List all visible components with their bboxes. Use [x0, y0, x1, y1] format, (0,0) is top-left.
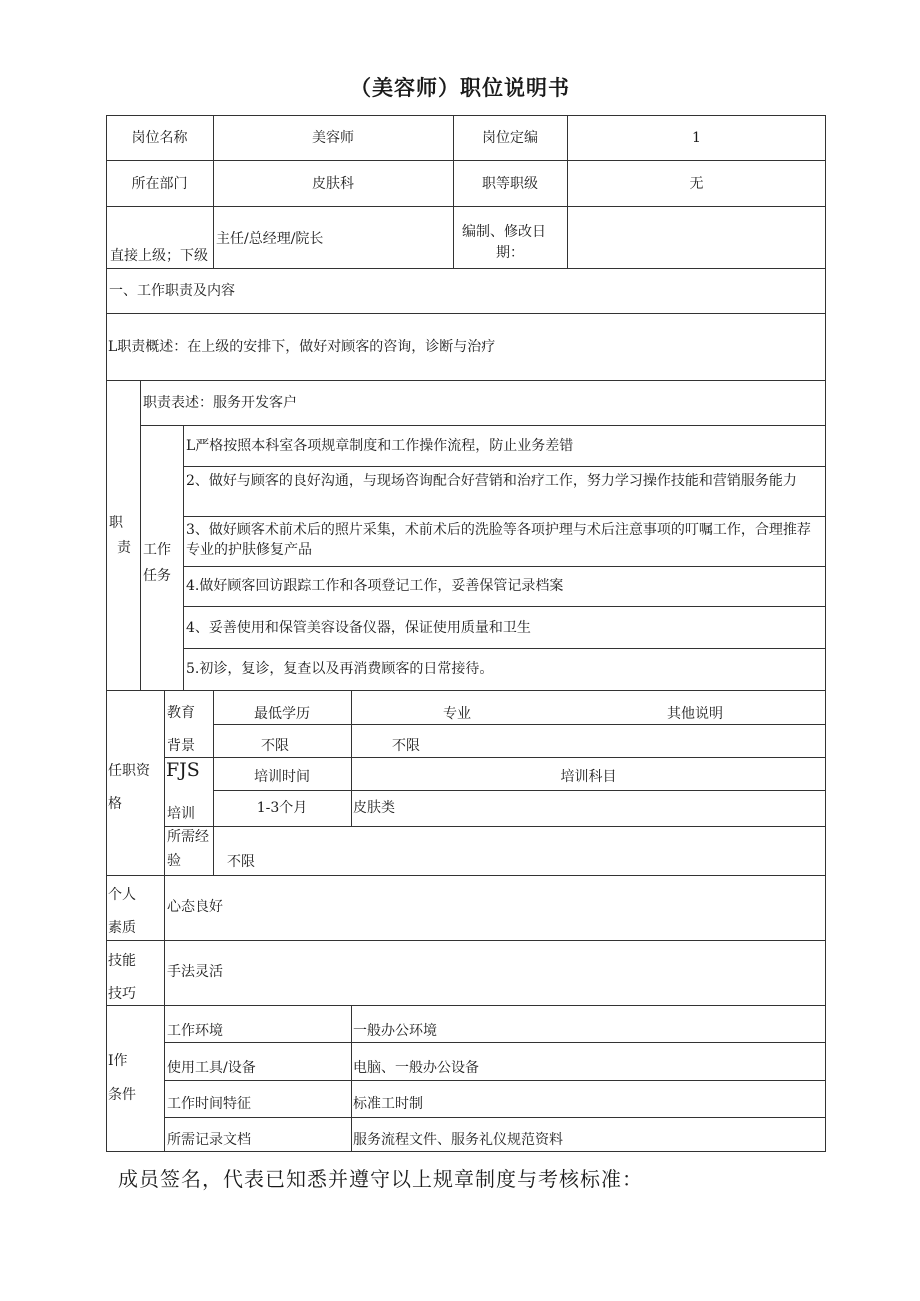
superior-value: 主任/总经理/院长: [216, 231, 324, 247]
training-subject-value: 皮肤类: [353, 800, 395, 816]
experience-label-cont: 验: [167, 853, 181, 869]
edit-date-label: 编制、修改日: [462, 224, 546, 240]
task-label-cont: 任务: [143, 568, 171, 584]
qualification-label-cont: 格: [108, 796, 122, 812]
min-education-value: 不限: [261, 738, 289, 754]
condition-value: 标准工时制: [353, 1096, 423, 1112]
personal-quality-label: 个人: [108, 887, 136, 903]
personal-quality-label-cont: 素质: [108, 920, 136, 936]
experience-value: 不限: [227, 854, 255, 870]
task-item: 5.初诊，复诊，复查以及再消费顾客的日常接待。: [186, 661, 494, 677]
superior-label: 直接上级；下级: [110, 248, 208, 264]
task-item: 4.做好顾客回访跟踪工作和各项登记工作，妥善保管记录档案: [186, 578, 564, 594]
skills-label: 技能: [108, 953, 136, 969]
duty-overview: L职责概述：在上级的安排下，做好对顾客的咨询，诊断与治疗: [108, 339, 496, 355]
task-item: 4、妥善使用和保管美容设备仪器，保证使用质量和卫生: [186, 620, 531, 636]
col-major: 专业: [443, 706, 471, 722]
headcount-value: 1: [692, 130, 701, 146]
position-name-label: 岗位名称: [131, 130, 188, 146]
col-min-education: 最低学历: [254, 706, 310, 722]
duty-label: 职: [109, 515, 123, 531]
task-item: 3、做好顾客术前术后的照片采集，术前术后的洗脸等各项护理与术后注意事项的叮嘱工作，合理推荐专业的护肤修复产品: [186, 522, 811, 558]
education-label-cont: 背景: [167, 738, 195, 754]
condition-label: 使用工具/设备: [167, 1060, 256, 1076]
document-title: （美容师）职位说明书: [350, 76, 570, 100]
training-label: FJS: [166, 759, 200, 781]
condition-value: 电脑、一般办公设备: [353, 1060, 479, 1076]
personal-quality-value: 心态良好: [167, 899, 223, 915]
work-conditions-label: I作: [108, 1053, 128, 1069]
condition-value: 一般办公环境: [353, 1023, 437, 1039]
duty-label-cont: 责: [117, 540, 131, 556]
condition-label: 工作环境: [167, 1023, 223, 1039]
col-other-notes: 其他说明: [667, 706, 723, 722]
section-heading: 一、工作职责及内容: [109, 283, 235, 299]
qualification-label: 任职资: [108, 763, 150, 779]
position-name-value: 美容师: [312, 130, 354, 146]
department-label: 所在部门: [131, 176, 188, 192]
duty-statement: 职责表述：服务开发客户: [143, 395, 297, 411]
col-training-time: 培训时间: [254, 769, 310, 785]
work-conditions-label-cont: 条件: [108, 1087, 136, 1103]
task-label: 工作: [143, 542, 171, 558]
education-label: 教育: [167, 705, 195, 721]
signature-statement: 成员签名，代表已知悉并遵守以上规章制度与考核标准：: [118, 1167, 643, 1191]
headcount-label: 岗位定编: [482, 130, 538, 146]
edit-date-label-cont: 期：: [496, 245, 524, 261]
skills-label-cont: 技巧: [108, 986, 136, 1002]
training-time-value: 1-3个月: [256, 800, 308, 816]
col-training-subject: 培训科目: [560, 769, 617, 785]
department-value: 皮肤科: [312, 176, 354, 192]
skills-value: 手法灵活: [167, 964, 223, 980]
grade-value: 无: [689, 176, 704, 192]
task-item: L严格按照本科室各项规章制度和工作操作流程，防止业务差错: [186, 438, 574, 454]
training-label-cont: 培训: [167, 806, 195, 822]
condition-value: 服务流程文件、服务礼仪规范资料: [353, 1132, 563, 1148]
grade-label: 职等职级: [482, 176, 538, 192]
condition-label: 工作时间特征: [167, 1096, 251, 1112]
condition-label: 所需记录文档: [167, 1132, 251, 1148]
task-item: 2、做好与顾客的良好沟通，与现场咨询配合好营销和治疗工作，努力学习操作技能和营销服务能力: [186, 473, 797, 489]
major-value: 不限: [392, 738, 420, 754]
experience-label: 所需经: [167, 829, 209, 845]
